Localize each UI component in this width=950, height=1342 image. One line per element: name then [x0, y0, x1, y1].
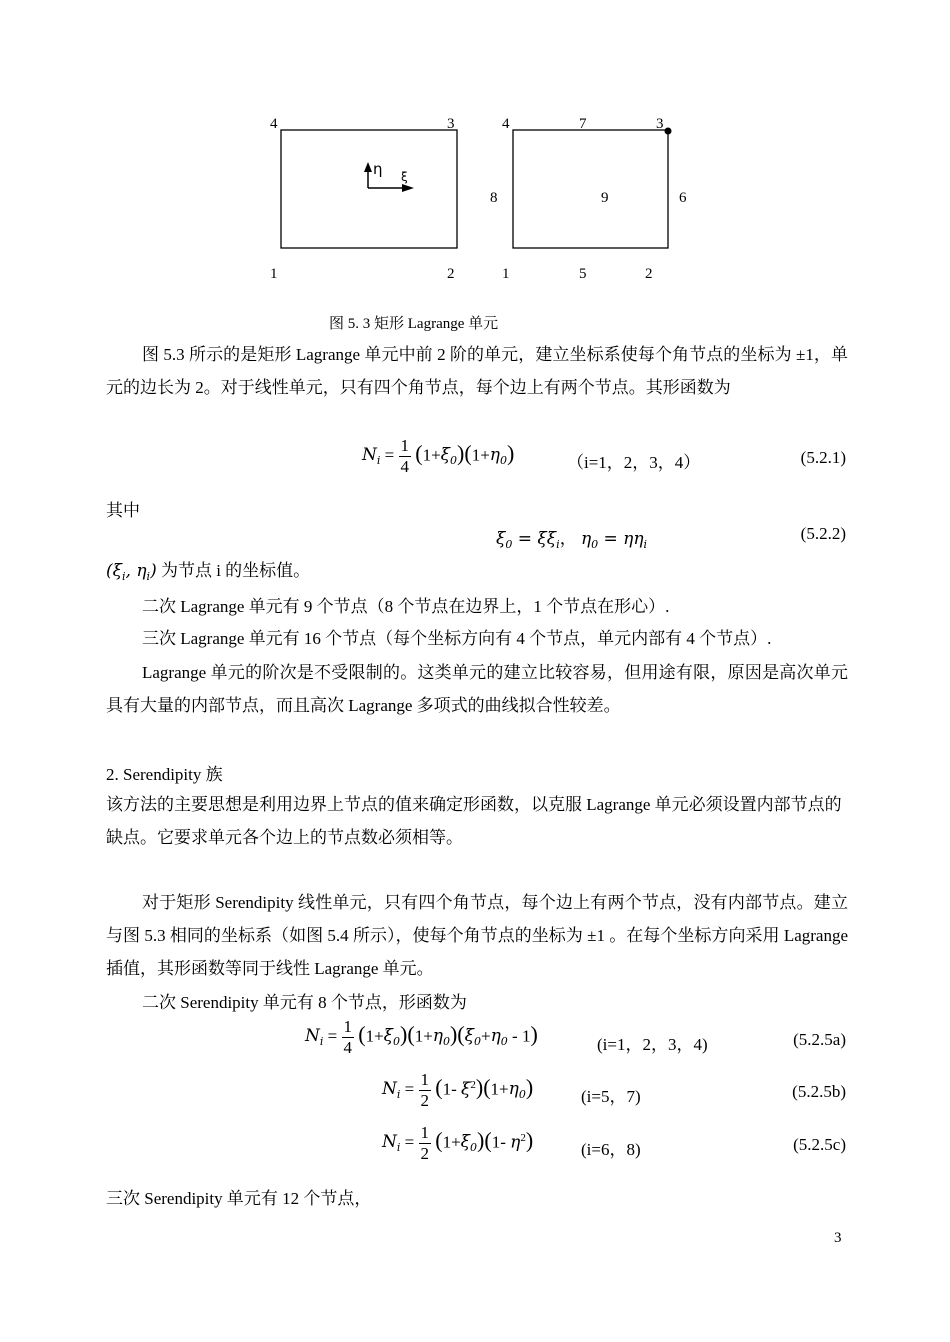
paragraph: ($\xi_i$, $\eta_i$) 为节点 i 的坐标值。	[106, 561, 311, 583]
equation-5-2-5b: $N_i$ = $\frac{1}{2}$ (1- $\xi^2)(1+\eta_0)$	[382, 1070, 534, 1110]
figure-caption: 图 5. 3 矩形 Lagrange 单元	[329, 316, 499, 332]
node-label: 7	[579, 116, 587, 132]
paragraph: 图 5.3 所示的是矩形 Lagrange 单元中前 2 阶的单元，建立坐标系使每个角节点的坐标为 ±1，单元的边长为 2。对于线性单元，只有四个角节点，每个边上有两个节点。其形函数为	[106, 345, 848, 397]
equation-number: (5.2.5b)	[792, 1082, 846, 1101]
node-label: 5	[579, 266, 587, 282]
equation-condition: (i=1，2，3，4)	[597, 1035, 708, 1054]
paragraph: 二次 Lagrange 单元有 9 个节点（8 个节点在边界上，1 个节点在形心）.	[142, 597, 670, 616]
node-label: 3	[656, 116, 664, 132]
equation-5-2-1: $N_i$ = $\frac{1}{4}$ $(1+\xi_0)(1+\eta_0)$	[362, 436, 515, 476]
node-label: 9	[601, 190, 609, 206]
xi-arrowhead	[402, 184, 414, 192]
paragraph: Lagrange 单元的阶次是不受限制的。这类单元的建立比较容易，但用途有限，原因是高次单元具有大量的内部节点，而且高次 Lagrange 多项式的曲线拟合性较差。	[106, 663, 848, 715]
equation-number: (5.2.2)	[800, 524, 846, 543]
coordinate-text: 为节点 i 的坐标值。	[160, 561, 311, 580]
equation-condition: (i=5，7)	[581, 1087, 641, 1106]
node-label: 1	[270, 266, 278, 282]
node-label: 4	[270, 116, 278, 132]
paragraph: 该方法的主要思想是利用边界上节点的值来确定形函数，以克服 Lagrange 单元必须设置内部节点的缺点。它要求单元各个边上的节点数必须相等。	[106, 795, 842, 847]
paragraph: 三次 Serendipity 单元有 12 个节点，	[106, 1189, 372, 1208]
equation-5-2-2: $\xi_0 = \xi\xi_i$， $\eta_0 = \eta\eta_i$	[496, 529, 648, 551]
node-label: 2	[447, 266, 455, 282]
quadratic-element-rect	[513, 130, 668, 248]
node-3-dot	[665, 128, 672, 135]
xi-label: ξ	[401, 170, 408, 184]
paragraph: 二次 Serendipity 单元有 8 个节点，形函数为	[142, 993, 467, 1012]
node-label: 4	[502, 116, 510, 132]
node-label: 6	[679, 190, 687, 206]
equation-condition: (i=6，8)	[581, 1140, 641, 1159]
equation-5-2-5a: $N_i$ = $\frac{1}{4}$ $(1+\xi_0)(1+\eta_0)(\xi_0+\eta_0 - 1)$	[305, 1017, 538, 1057]
page-number: 3	[834, 1230, 842, 1246]
paragraph: 三次 Lagrange 单元有 16 个节点（每个坐标方向有 4 个节点，单元内部有 4 个节点）.	[142, 629, 772, 648]
linear-element-rect	[281, 130, 457, 248]
equation-5-2-5c: $N_i$ = $\frac{1}{2}$ $(1+\xi_0)(1-$ $\eta^2$)	[382, 1123, 534, 1163]
node-label: 2	[645, 266, 653, 282]
eta-label: η	[373, 160, 383, 178]
eta-arrowhead	[364, 162, 372, 172]
node-label: 1	[502, 266, 510, 282]
section-heading: 2. Serendipity 族	[106, 765, 223, 784]
equation-separator: ，	[559, 529, 577, 548]
node-label: 3	[447, 116, 455, 132]
node-label: 8	[490, 190, 498, 206]
equation-number: (5.2.5c)	[793, 1135, 846, 1154]
equation-number: (5.2.1)	[800, 448, 846, 467]
paragraph: 对于矩形 Serendipity 线性单元，只有四个角节点，每个边上有两个节点，没有内部节点。建立与图 5.3 相同的坐标系（如图 5.4 所示），使每个角节点的坐标为 ±1 。在每个坐标方向采用 Lagrange 插值，其形函数等同于线性 Lagrange 单元。	[106, 893, 848, 978]
figure-5-3	[0, 0, 950, 300]
equation-condition: （i=1，2，3，4）	[567, 453, 701, 472]
paragraph: 其中	[106, 501, 140, 520]
equation-number: (5.2.5a)	[793, 1030, 846, 1049]
